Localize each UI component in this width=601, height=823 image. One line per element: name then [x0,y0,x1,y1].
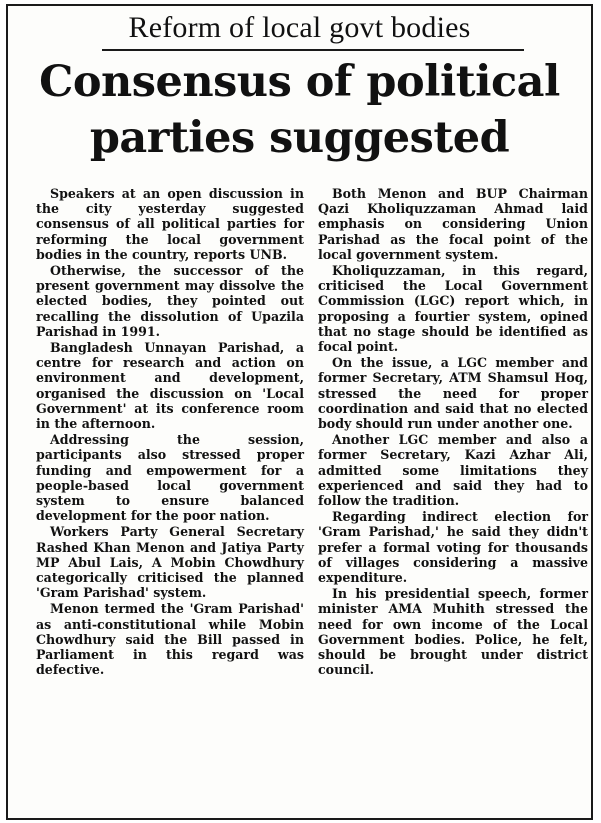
paragraph: Both Menon and BUP Chairman Qazi Kholiquzzaman Ahmad laid emphasis on considering Union Parishad as the focal point of the local government system. [318,186,588,262]
right-column [318,186,588,678]
paragraph: Menon termed the 'Gram Parishad' as anti-constitutional while Mobin Chowdhury said the Bill passed in Parliament in this regard was defective. [36,601,304,678]
paragraph: In his presidential speech, former minister AMA Muhith stressed the need for own income of the Local Government bodies. Police, he felt, should be brought under district council. [318,586,588,678]
left-column [36,186,304,678]
paragraph: Bangladesh Unnayan Parishad, a centre for research and action on environment and development, organised the discussion on 'Local Government' at its conference room in the afternoon. [36,340,304,432]
paragraph: Speakers at an open discussion in the city yesterday suggested consensus of all political parties for reforming the local government bodies in the country, reports UNB. [36,186,304,262]
headline [8,54,591,166]
newspaper-clipping [6,4,593,820]
kicker-heading: Reform of local govt bodies [128,11,471,44]
kicker-rule [102,49,524,51]
headline-line-2: parties suggested [89,113,510,163]
paragraph: Workers Party General Secretary Rashed Khan Menon and Jatiya Party MP Abul Lais, A Mobin Chowdhury categorically criticised the planned 'Gram Parishad' system. [36,524,304,601]
headline-line-1: Consensus of political [39,57,560,107]
paragraph: Another LGC member and also a former Secretary, Kazi Azhar Ali, admitted some limitations they experienced and said they had to follow the tradition. [318,432,588,509]
paragraph: Kholiquzzaman, in this regard, criticised the Local Government Commission (LGC) report which, in proposing a fourtier system, opined that no stage should be identified as focal point. [318,263,588,355]
paragraph: Addressing the session, participants also stressed proper funding and empowerment for a people-based local government system to ensure balanced development for the poor nation. [36,432,304,524]
paragraph: Otherwise, the successor of the present government may dissolve the elected bodies, they pointed out recalling the dissolution of Upazila Parishad in 1991. [36,263,304,339]
paragraph: Regarding indirect election for 'Gram Parishad,' he said they didn't prefer a formal voting for thousands of villages considering a massive expenditure. [318,509,588,586]
paragraph: On the issue, a LGC member and former Secretary, ATM Shamsul Hoq, stressed the need for proper coordination and said that no elected body should run under another one. [318,355,588,432]
